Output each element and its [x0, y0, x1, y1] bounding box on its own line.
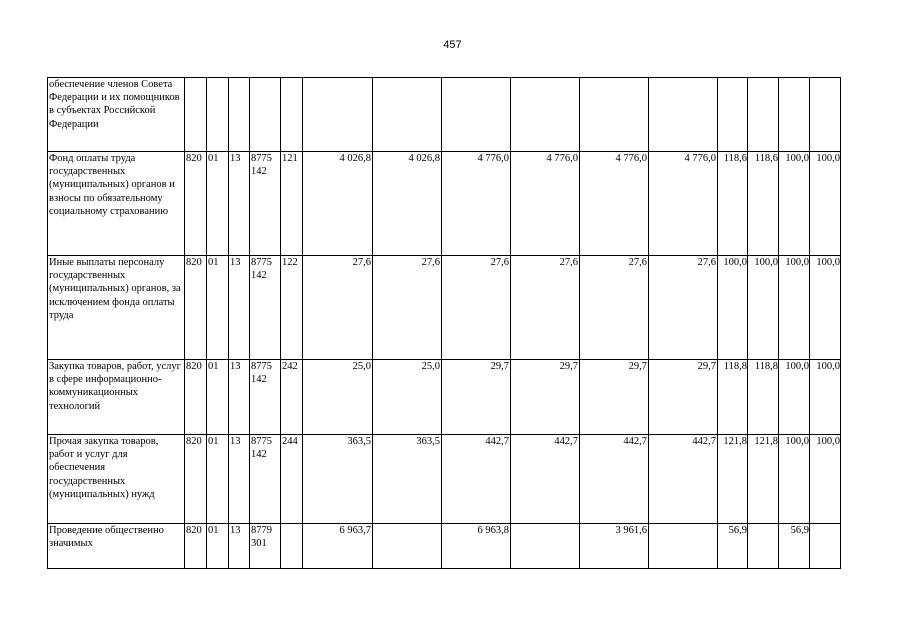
- percent-1: 118,6: [718, 152, 748, 256]
- amount-5: 27,6: [580, 256, 649, 360]
- amount-2: [373, 524, 442, 569]
- grbs-code: 820: [185, 256, 207, 360]
- table-row: [48, 360, 841, 435]
- amount-2: 363,5: [373, 435, 442, 524]
- amount-4: 29,7: [511, 360, 580, 435]
- amount-3: 27,6: [442, 256, 511, 360]
- percent-2: 121,8: [748, 435, 779, 524]
- percent-1: 56,9: [718, 524, 748, 569]
- percent-2: 100,0: [748, 256, 779, 360]
- table-row: [48, 78, 841, 152]
- row-name: Прочая закупка товаров, работ и услуг для обеспечения государственных (муниципальных) нужд: [48, 435, 185, 524]
- expense-type-code: 122: [281, 256, 303, 360]
- subsection-code: 13: [229, 435, 250, 524]
- amount-4: 4 776,0: [511, 152, 580, 256]
- percent-1: 118,8: [718, 360, 748, 435]
- percent-1: 100,0: [718, 256, 748, 360]
- amount-6: 4 776,0: [649, 152, 718, 256]
- expense-type-code: 121: [281, 152, 303, 256]
- percent-1: 121,8: [718, 435, 748, 524]
- table-row: [48, 152, 841, 256]
- amount-1: 25,0: [303, 360, 373, 435]
- amount-1: 6 963,7: [303, 524, 373, 569]
- percent-4: 100,0: [810, 435, 841, 524]
- amount-5: 3 961,6: [580, 524, 649, 569]
- row-name: Закупка товаров, работ, услуг в сфере информационно-коммуникационных технологий: [48, 360, 185, 435]
- amount-2: 25,0: [373, 360, 442, 435]
- page-number: 457: [443, 39, 462, 51]
- amount-6: 27,6: [649, 256, 718, 360]
- grbs-code: 820: [185, 152, 207, 256]
- section-code: 01: [207, 435, 229, 524]
- percent-3: 100,0: [779, 256, 810, 360]
- percent-3: 56,9: [779, 524, 810, 569]
- subsection-code: 13: [229, 256, 250, 360]
- percent-3: 100,0: [779, 435, 810, 524]
- amount-5: [580, 78, 649, 152]
- subsection-code: 13: [229, 524, 250, 569]
- amount-4: 442,7: [511, 435, 580, 524]
- target-article-code: 8775 142: [250, 360, 281, 435]
- row-name: Иные выплаты персоналу государственных (муниципальных) органов, за исключением фонда оплаты труда: [48, 256, 185, 360]
- amount-4: [511, 78, 580, 152]
- amount-6: 29,7: [649, 360, 718, 435]
- percent-2: [748, 524, 779, 569]
- percent-1: [718, 78, 748, 152]
- expense-type-code: 244: [281, 435, 303, 524]
- percent-4: 100,0: [810, 256, 841, 360]
- table-row: [48, 256, 841, 360]
- target-article-code: 8775 142: [250, 435, 281, 524]
- amount-3: [442, 78, 511, 152]
- percent-2: 118,6: [748, 152, 779, 256]
- expense-type-code: 242: [281, 360, 303, 435]
- amount-2: [373, 78, 442, 152]
- expense-type-code: [281, 524, 303, 569]
- amount-3: 6 963,8: [442, 524, 511, 569]
- amount-1: 27,6: [303, 256, 373, 360]
- percent-3: 100,0: [779, 360, 810, 435]
- amount-2: 27,6: [373, 256, 442, 360]
- percent-3: 100,0: [779, 152, 810, 256]
- amount-4: 27,6: [511, 256, 580, 360]
- budget-table: [47, 77, 841, 569]
- section-code: 01: [207, 360, 229, 435]
- expense-type-code: [281, 78, 303, 152]
- grbs-code: 820: [185, 524, 207, 569]
- grbs-code: 820: [185, 360, 207, 435]
- amount-3: 4 776,0: [442, 152, 511, 256]
- amount-4: [511, 524, 580, 569]
- percent-4: 100,0: [810, 360, 841, 435]
- row-name: Проведение общественно значимых: [48, 524, 185, 569]
- percent-4: 100,0: [810, 152, 841, 256]
- row-name: обеспечение членов Совета Федерации и их помощников в субъектах Российской Федерации: [48, 78, 185, 152]
- percent-4: [810, 524, 841, 569]
- percent-4: [810, 78, 841, 152]
- subsection-code: [229, 78, 250, 152]
- subsection-code: 13: [229, 360, 250, 435]
- percent-3: [779, 78, 810, 152]
- percent-2: 118,8: [748, 360, 779, 435]
- amount-6: [649, 524, 718, 569]
- section-code: 01: [207, 152, 229, 256]
- row-name: Фонд оплаты труда государственных (муниципальных) органов и взносы по обязательному социальному страхованию: [48, 152, 185, 256]
- amount-1: 363,5: [303, 435, 373, 524]
- amount-2: 4 026,8: [373, 152, 442, 256]
- section-code: 01: [207, 256, 229, 360]
- table-row: [48, 435, 841, 524]
- amount-1: [303, 78, 373, 152]
- subsection-code: 13: [229, 152, 250, 256]
- grbs-code: 820: [185, 435, 207, 524]
- target-article-code: 8775 142: [250, 152, 281, 256]
- section-code: 01: [207, 524, 229, 569]
- amount-5: 4 776,0: [580, 152, 649, 256]
- table-row: [48, 524, 841, 569]
- percent-2: [748, 78, 779, 152]
- amount-5: 442,7: [580, 435, 649, 524]
- amount-3: 442,7: [442, 435, 511, 524]
- target-article-code: 8779 301: [250, 524, 281, 569]
- section-code: [207, 78, 229, 152]
- amount-5: 29,7: [580, 360, 649, 435]
- grbs-code: [185, 78, 207, 152]
- amount-6: 442,7: [649, 435, 718, 524]
- amount-1: 4 026,8: [303, 152, 373, 256]
- amount-6: [649, 78, 718, 152]
- target-article-code: 8775 142: [250, 256, 281, 360]
- target-article-code: [250, 78, 281, 152]
- amount-3: 29,7: [442, 360, 511, 435]
